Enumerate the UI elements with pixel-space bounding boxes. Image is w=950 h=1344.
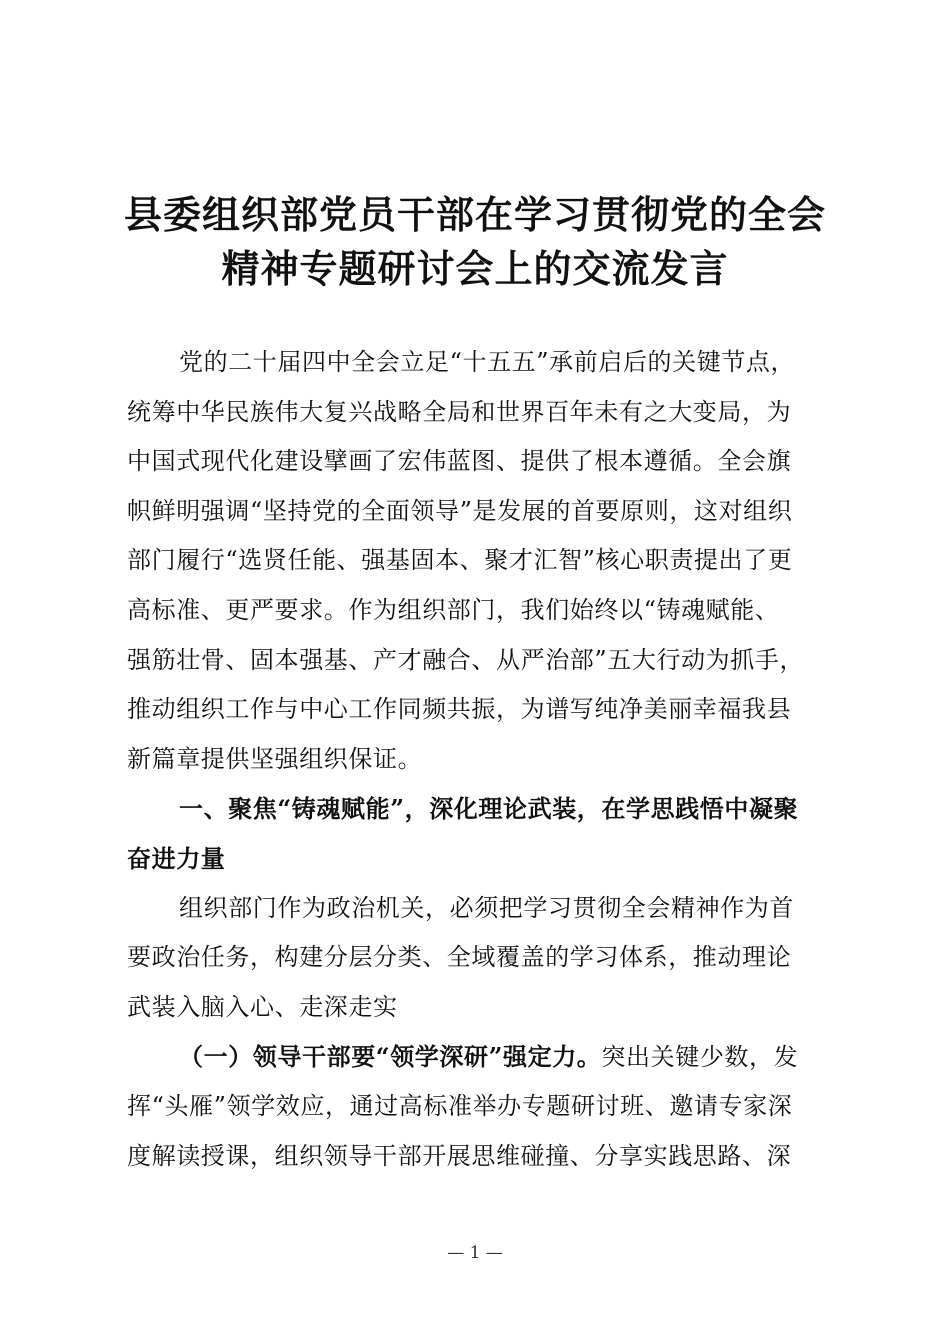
subheading-bold-text: （一）领导干部要“领学深研”强定力。 <box>179 1042 602 1072</box>
section-heading-line: 一、聚焦“铸魂赋能”，深化理论武装，在学思践悟中凝聚 <box>179 794 799 824</box>
paragraph-line: 帜鲜明强调“坚持党的全面领导”是发展的首要原则，这对组织 <box>127 496 793 525</box>
section-heading-line: 奋进力量 <box>127 843 226 873</box>
document-title-line-1: 县委组织部党员干部在学习贯彻党的全会 <box>123 193 826 237</box>
paragraph-line: 党的二十届四中全会立足“十五五”承前启后的关键节点， <box>179 348 796 376</box>
paragraph-line: 武装入脑入心、走深走实 <box>127 992 398 1021</box>
paragraph-line: 中国式现代化建设擘画了宏伟蓝图、提供了根本遵循。全会旗 <box>127 447 792 476</box>
paragraph-line: 强筋壮骨、固本强基、产才融合、从严治部”五大行动为抓手， <box>127 645 805 674</box>
document-body <box>127 338 827 1181</box>
paragraph-line: 高标准、更严要求。作为组织部门，我们始终以“铸魂赋能、 <box>127 595 780 624</box>
paragraph-line: 要政治任务，构建分层分类、全域覆盖的学习体系，推动理论 <box>127 943 792 972</box>
subheading-body-text: 突出关键少数，发 <box>601 1043 799 1072</box>
document-title-line-2: 精神专题研讨会上的交流发言 <box>221 247 729 291</box>
paragraph-line: 挥“头雁”领学效应，通过高标准举办专题研讨班、邀请专家深 <box>127 1091 793 1120</box>
paragraph-line: 组织部门作为政治机关，必须把学习贯彻全会精神作为首 <box>179 893 794 922</box>
paragraph-line: 度解读授课，组织领导干部开展思维碰撞、分享实践思路、深 <box>127 1141 792 1170</box>
page-number: — 1 — <box>447 1243 503 1263</box>
paragraph-line: 推动组织工作与中心工作同频共振，为谱写纯净美丽幸福我县 <box>127 695 792 724</box>
paragraph-line: 统筹中华民族伟大复兴战略全局和世界百年未有之大变局，为 <box>127 397 792 426</box>
paragraph-line: 部门履行“选贤任能、强基固本、聚才汇智”核心职责提出了更 <box>127 546 793 575</box>
paragraph-line: 新篇章提供坚强组织保证。 <box>127 744 423 773</box>
subheading-line <box>127 1032 827 1082</box>
